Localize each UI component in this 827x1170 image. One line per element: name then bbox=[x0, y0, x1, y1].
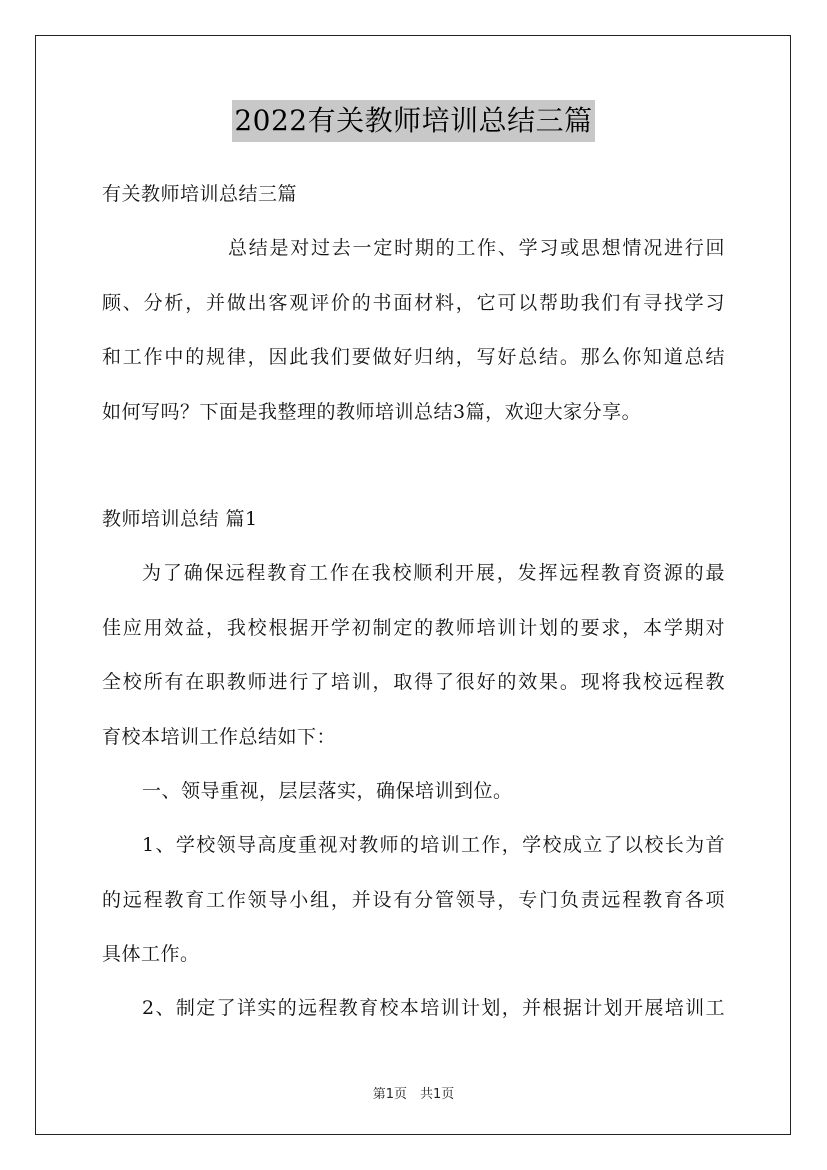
item-1 bbox=[102, 818, 725, 982]
item-line: 1、学校领导高度重视对教师的培训工作，学校成立了以校长为首 bbox=[142, 834, 725, 856]
section-heading bbox=[102, 492, 725, 547]
point-heading-text: 一、领导重视，层层落实，确保培训到位。 bbox=[142, 780, 513, 802]
page-footer bbox=[0, 1083, 827, 1102]
point-heading bbox=[102, 764, 725, 819]
subtitle bbox=[102, 167, 725, 222]
page-number: 第1页 共1页 bbox=[372, 1087, 455, 1102]
paragraph-line: 全校所有在职教师进行了培训，取得了很好的效果。现将我校远程教 bbox=[102, 671, 725, 693]
intro-line: 顾、分析，并做出客观评价的书面材料，它可以帮助我们有寻找学习 bbox=[102, 291, 725, 314]
intro-line: 和工作中的规律，因此我们要做好归纳，写好总结。那么你知道总结 bbox=[102, 346, 725, 368]
subtitle-text: 有关教师培训总结三篇 bbox=[102, 183, 298, 205]
section-heading-text: 教师培训总结 篇1 bbox=[102, 508, 258, 530]
item-2 bbox=[102, 981, 725, 1036]
paragraph-line: 佳应用效益，我校根据开学初制定的教师培训计划的要求，本学期对 bbox=[102, 616, 725, 639]
intro-line: 总结是对过去一定时期的工作、学习或思想情况进行回 bbox=[228, 237, 725, 259]
paragraph-line: 为了确保远程教育工作在我校顺利开展，发挥远程教育资源的最 bbox=[142, 562, 725, 584]
document-title-wrap bbox=[0, 100, 827, 142]
intro-line: 如何写吗？下面是我整理的教师培训总结3篇，欢迎大家分享。 bbox=[102, 400, 642, 423]
intro-paragraph bbox=[102, 221, 725, 439]
item-line: 的远程教育工作领导小组，并设有分管领导，专门负责远程教育各项 bbox=[102, 888, 725, 911]
paragraph-line: 育校本培训工作总结如下： bbox=[102, 725, 337, 748]
item-line: 2、制定了详实的远程教育校本培训计划，并根据计划开展培训工 bbox=[142, 997, 725, 1019]
item-line: 具体工作。 bbox=[102, 943, 200, 965]
paragraph-1 bbox=[102, 546, 725, 764]
document-title: 2022有关教师培训总结三篇 bbox=[232, 100, 594, 142]
